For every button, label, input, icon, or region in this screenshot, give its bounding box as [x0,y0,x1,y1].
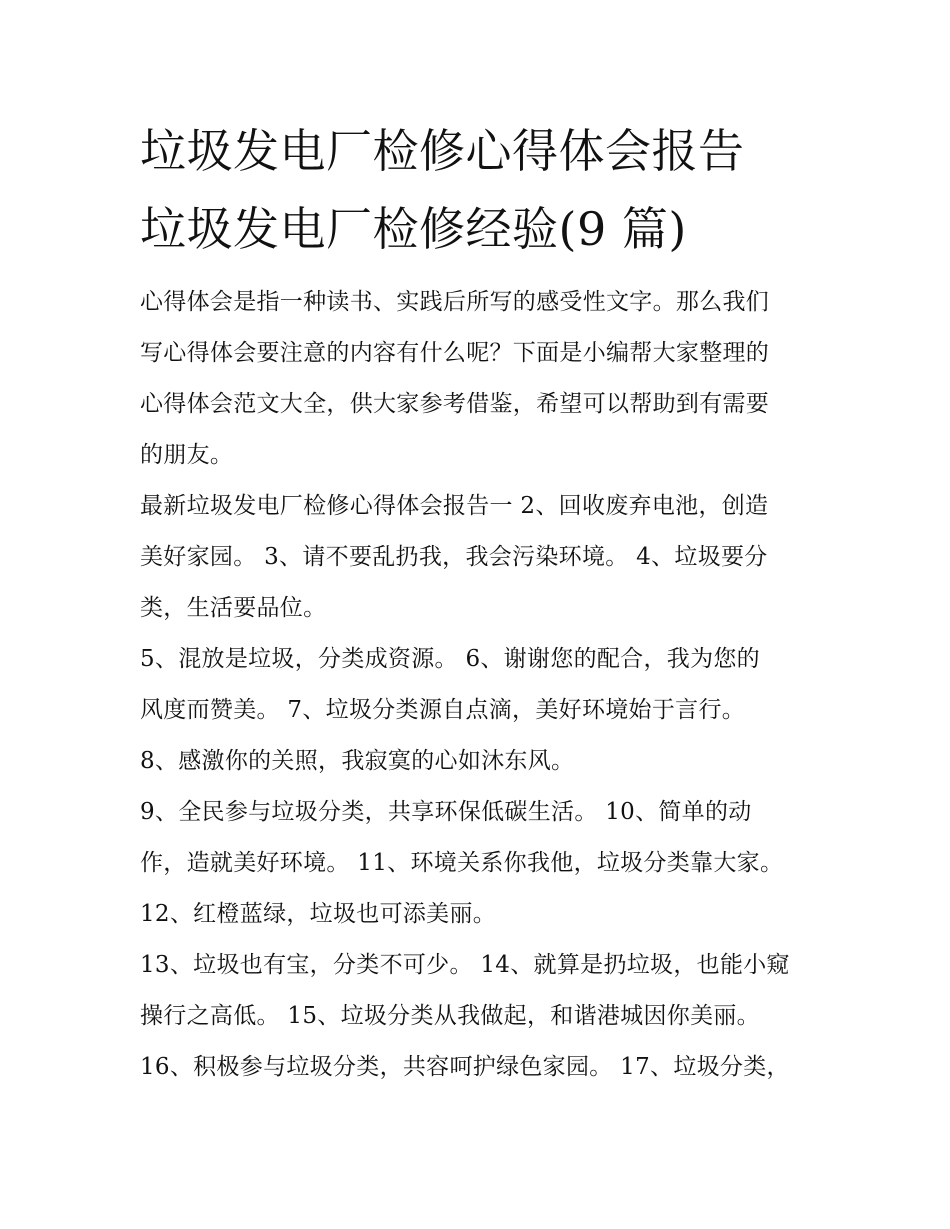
body-line: 操行之高低。 15、垃圾分类从我做起，和谐港城因你美丽。 [140,1003,760,1029]
body-line: 作，造就美好环境。 11、环境关系你我他，垃圾分类靠大家。 [140,850,784,876]
body-line: 心得体会是指一种读书、实践后所写的感受性文字。那么我们 [140,289,770,315]
document-title [140,112,830,268]
body-line: 类，生活要品位。 [140,595,327,621]
body-line: 5、混放是垃圾，分类成资源。 6、谢谢您的配合，我为您的 [140,646,760,672]
title-line-1: 垃圾发电厂检修心得体会报告 [140,124,745,178]
body-line: 写心得体会要注意的内容有什么呢？下面是小编帮大家整理的 [140,340,770,366]
body-line: 8、感激你的关照，我寂寞的心如沐东风。 [140,748,575,774]
body-line: 9、全民参与垃圾分类，共享环保低碳生活。 10、简单的动 [140,799,752,825]
body-line: 最新垃圾发电厂检修心得体会报告一 2、回收废弃电池，创造 [140,493,769,519]
body-line: 风度而赞美。 7、垃圾分类源自点滴，美好环境始于言行。 [140,697,746,723]
body-line: 的朋友。 [140,442,234,468]
body-line: 美好家园。 3、请不要乱扔我，我会污染环境。 4、垃圾要分 [140,544,768,570]
body-line: 13、垃圾也有宝，分类不可少。 14、就算是扔垃圾，也能小窥 [140,952,790,978]
body-line: 心得体会范文大全，供大家参考借鉴，希望可以帮助到有需要 [140,391,770,417]
title-line-2: 垃圾发电厂检修经验(9 篇) [140,202,687,256]
body-line: 16、积极参与垃圾分类，共容呵护绿色家园。 17、垃圾分类， [140,1054,790,1080]
body-line: 12、红橙蓝绿，垃圾也可添美丽。 [140,901,497,927]
document-body [140,277,820,1093]
